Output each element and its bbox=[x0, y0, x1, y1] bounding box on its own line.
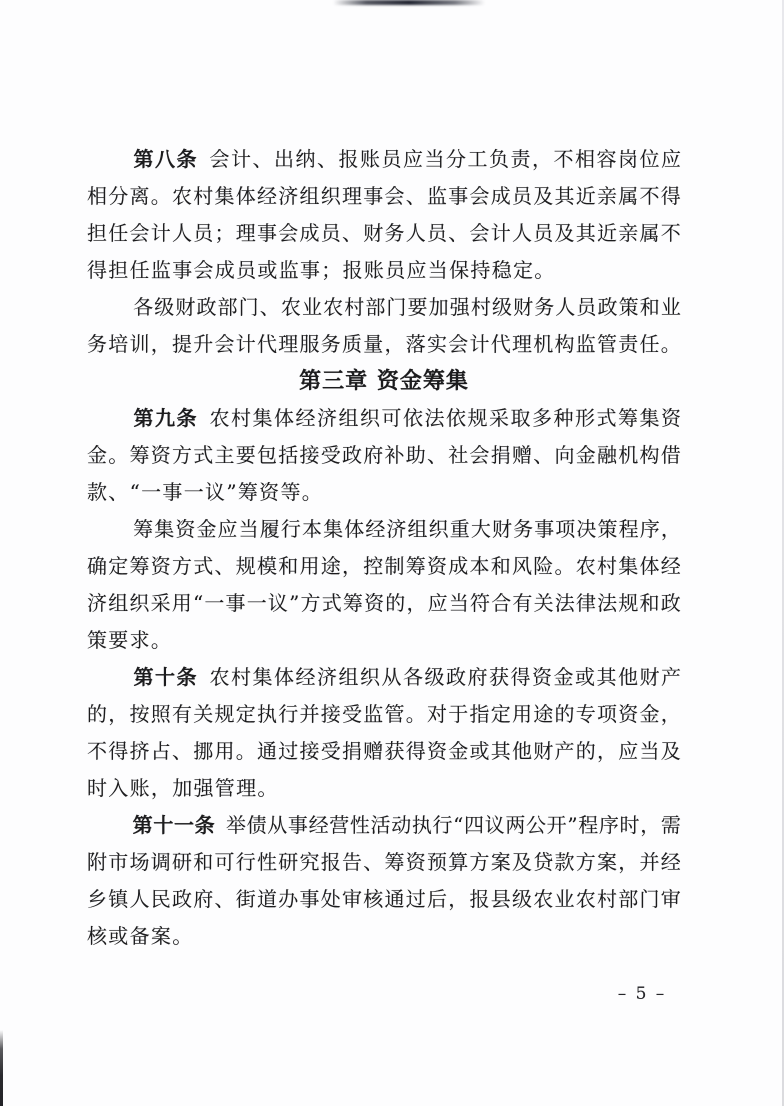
document-line: 各 级 财 政 部 门 、 农 业 农 村 部 门 要 加 强 村 级 财 务 人 员 政 策 和 业 bbox=[133, 295, 681, 319]
chapter-heading: 第三章 资金筹集 bbox=[299, 368, 469, 394]
document-line: 策要求。 bbox=[87, 628, 173, 652]
document-line: 金 。 筹 资 方 式 主 要 包 括 接 受 政 府 补 助 、 社 会 捐 赠 、 向 金 融 机 构 借 bbox=[87, 443, 681, 467]
scan-artifact-left-edge bbox=[0, 1030, 3, 1106]
document-line: 第 十 条 农 村 集 体 经 济 组 织 从 各 级 政 府 获 得 资 金 或 其 他 财 产 bbox=[133, 665, 681, 689]
scan-artifact-top-smudge bbox=[333, 0, 485, 5]
document-line: 筹 集 资 金 应 当 履 行 本 集 体 经 济 组 织 重 大 财 务 事 项 决 策 程 序 ， bbox=[133, 517, 681, 541]
document-body bbox=[87, 141, 681, 955]
document-line: 相 分 离 。 农 村 集 体 经 济 组 织 理 事 会 、 监 事 会 成 员 及 其 近 亲 属 不 得 bbox=[87, 184, 681, 208]
page-number: – 5 – bbox=[617, 984, 667, 1004]
document-line: 担 任 会 计 人 员 ； 理 事 会 成 员 、 财 务 人 员 、 会 计 人 员 及 其 近 亲 属 不 bbox=[87, 221, 681, 245]
document-line: 第 十 一 条 举 债 从 事 经 营 性 活 动 执 行 “ 四 议 两 公 开 ” 程 序 时 ， 需 bbox=[132, 813, 681, 837]
document-line: 第 八 条 会 计 、 出 纳 、 报 账 员 应 当 分 工 负 责 ， 不 相 容 岗 位 应 bbox=[133, 147, 681, 171]
document-line: 时入账，加强管理。 bbox=[87, 776, 279, 800]
document-line: 不 得 挤 占 、 挪 用 。 通 过 接 受 捐 赠 获 得 资 金 或 其 他 财 产 的 ， 应 当 及 bbox=[87, 739, 681, 763]
document-line: 第 九 条 农 村 集 体 经 济 组 织 可 依 法 依 规 采 取 多 种 形 式 筹 集 资 bbox=[133, 406, 681, 430]
document-line: 确 定 筹 资 方 式 、 规 模 和 用 途 ， 控 制 筹 资 成 本 和 风 险 。 农 村 集 体 经 bbox=[87, 554, 681, 578]
document-line: 得担任监事会成员或监事；报账员应当保持稳定。 bbox=[87, 258, 556, 282]
document-line: 的 ， 按 照 有 关 规 定 执 行 并 接 受 监 管 。 对 于 指 定 用 途 的 专 项 资 金 ， bbox=[87, 702, 681, 726]
document-line: 乡 镇 人 民 政 府 、 街 道 办 事 处 审 核 通 过 后 ， 报 县 级 农 业 农 村 部 门 审 bbox=[87, 887, 681, 911]
document-line: 务 培 训 ， 提 升 会 计 代 理 服 务 质 量 ， 落 实 会 计 代 理 机 构 监 管 责 任 。 bbox=[87, 332, 681, 356]
document-line: 附 市 场 调 研 和 可 行 性 研 究 报 告 、 筹 资 预 算 方 案 及 贷 款 方 案 ， 并 经 bbox=[87, 850, 681, 874]
document-line: 款、“一事一议”筹资等。 bbox=[87, 480, 324, 504]
document-line: 济 组 织 采 用 “ 一 事 一 议 ” 方 式 筹 资 的 ， 应 当 符 合 有 关 法 律 法 规 和 政 bbox=[87, 591, 681, 615]
document-line: 核或备案。 bbox=[87, 924, 194, 948]
